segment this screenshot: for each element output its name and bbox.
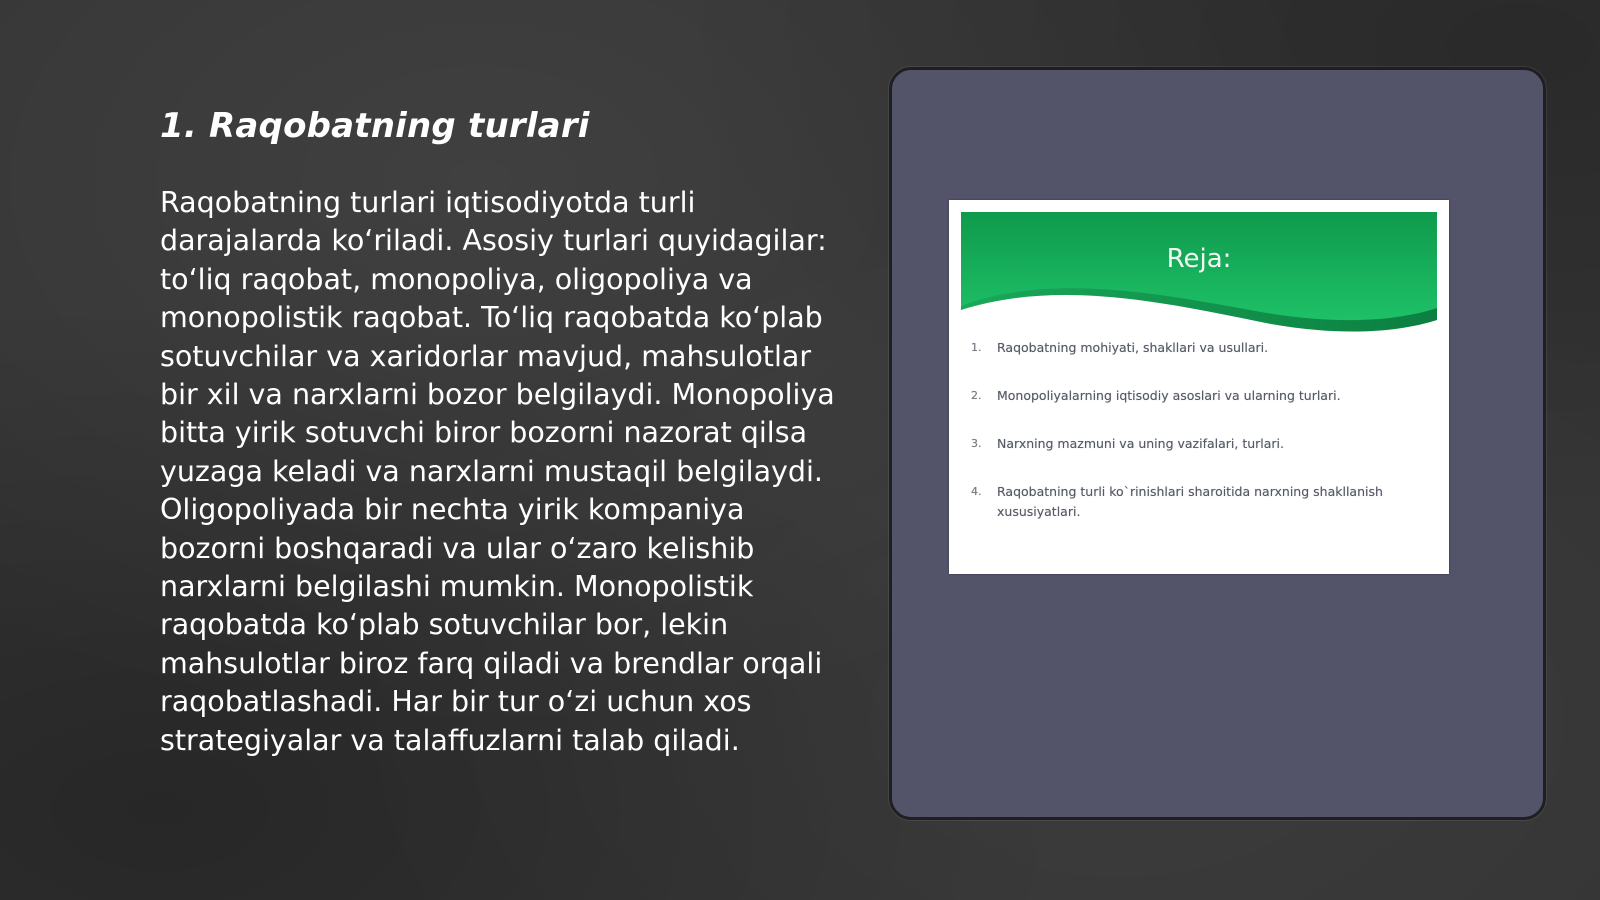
slide-heading: 1. Raqobatning turlari [160, 106, 590, 146]
plan-item [971, 434, 1431, 454]
embedded-slide-image [949, 200, 1449, 574]
plan-item-number: 2. [971, 389, 982, 402]
slide-body-text: Raqobatning turlari iqtisodiyotda turli darajalarda ko‘riladi. Asosiy turlari quyidagilar: to‘liq raqobat, monopoliya, oligopoliya va monopolistik raqobat. To‘liq raqobatda ko‘plab sotuvchilar va xaridorlar mavjud, mahsulotlar bir xil va narxlarni bozor belgilaydi. Monopoliya bitta yirik sotuvchi biror bozorni nazorat qilsa yuzaga keladi va narxlarni mustaqil belgilaydi. Oligopoliyada bir nechta yirik kompaniya bozorni boshqaradi va ular o‘zaro kelishib narxlarni belgilashi mumkin. Monopolistik raqobatda ko‘plab sotuvchilar bor, lekin mahsulotlar biroz farq qiladi va brendlar orqali raqobatlashadi. Har bir tur o‘zi uchun xos strategiyalar va talaffuzlarni talab qiladi. [160, 186, 835, 757]
plan-list [971, 338, 1431, 522]
plan-item-text: Narxning mazmuni va uning vazifalari, turlari. [997, 436, 1285, 451]
plan-item-number: 1. [971, 341, 982, 354]
plan-item-number: 3. [971, 437, 982, 450]
plan-item-text: Raqobatning turli ko`rinishlari sharoitida narxning shakllanish xususiyatlari. [997, 484, 1383, 519]
plan-item-text: Raqobatning mohiyati, shakllari va usullari. [997, 340, 1269, 355]
plan-item-text: Monopoliyalarning iqtisodiy asoslari va ularning turlari. [997, 388, 1341, 403]
plan-item [971, 482, 1431, 522]
plan-item [971, 338, 1431, 358]
plan-title: Reja: [1166, 244, 1232, 274]
banner-wave-graphic [961, 212, 1437, 340]
plan-item-number: 4. [971, 485, 982, 498]
plan-banner [961, 212, 1437, 340]
plan-item [971, 386, 1431, 406]
